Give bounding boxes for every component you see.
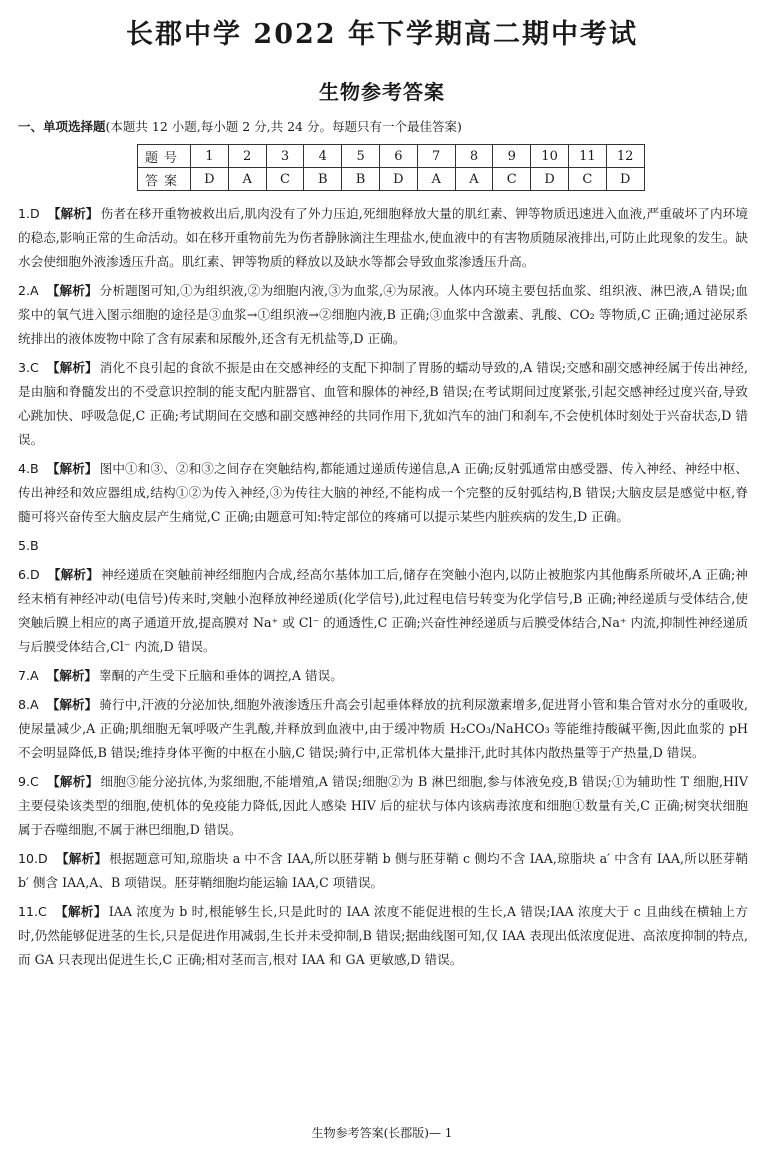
answer-cell: D [606,168,644,191]
explanation-item [18,279,748,351]
item-text: 消化不良引起的食欲不振是由在交感神经的支配下抑制了胃肠的蠕动导致的,A 错误;交感和副交感神经属于传出神经,是由脑和脊髓发出的不受意识控制的能支配内脏器官、血管和腺体的神经,B 错误;在考试期间过度紧张,引起交感神经过度兴奋,导致心跳加快、呼吸急促,C 正确;考试期间在交感和副交感神经的共同作用下,犹如汽车的油门和刹车,不会使机体时刻处于兴奋状态,D 错误。 [18,360,748,447]
explanation-item [18,563,748,659]
answer-cell: C [493,168,531,191]
answer-row [138,168,645,191]
answer-header: 答案 [138,168,191,191]
question-number: 5 [342,145,380,168]
analysis-tag: 【解析】 [46,283,98,298]
answer-cell: D [191,168,229,191]
item-number: 5.B [18,538,39,553]
item-text: 睾酮的产生受下丘脑和垂体的调控,A 错误。 [99,668,343,683]
page-footer: 生物参考答案(长郡版)— 1 [311,1126,453,1140]
item-number: 7.A [18,668,39,683]
question-number: 3 [266,145,304,168]
explanation-item [18,770,748,842]
analysis-tag: 【解析】 [46,360,98,375]
item-number: 8.A [18,697,39,712]
item-text: 细胞③能分泌抗体,为浆细胞,不能增殖,A 错误;细胞②为 B 淋巴细胞,参与体液免疫,B 错误;①为辅助性 T 细胞,HIV 主要侵染该类型的细胞,使机体的免疫能力降低,因此人感染 HIV 后的症状与体内该病毒浓度和细胞①数量有关,C 正确;树突状细胞属于吞噬细胞,不属于淋巴细胞,D 错误。 [18,774,748,837]
item-number: 9.C [18,774,39,789]
analysis-tag: 【解析】 [46,697,98,712]
item-text: 图中①和③、②和③之间存在突触结构,都能通过递质传递信息,A 正确;反射弧通常由感受器、传入神经、神经中枢、传出神经和效应器组成,结构①②为传入神经,③为传往大脑的神经,不能构成一个完整的反射弧结构,B 错误;大脑皮层是感觉中枢,脊髓可将兴奋传至大脑皮层产生痛觉,C 正确;由题意可知:特定部位的疼痛可以提示某些内脏疾病的发生,D 正确。 [18,461,748,524]
item-number: 6.D [18,567,40,582]
item-text: IAA 浓度为 b 时,根能够生长,只是此时的 IAA 浓度不能促进根的生长,A 错误;IAA 浓度大于 c 且曲线在横轴上方时,仍然能够促进茎的生长,只是促进作用减弱,生长并未受抑制,B 错误;据曲线图可知,仅 IAA 表现出低浓度促进、高浓度抑制的特点,而 GA 只表现出促进生长,C 正确;相对茎而言,根对 IAA 和 GA 更敏感,D 错误。 [18,904,749,967]
explanation-item [18,534,748,558]
explanation-item [18,457,748,529]
answer-cell: B [342,168,380,191]
item-number: 1.D [18,206,40,221]
question-number: 6 [379,145,417,168]
question-number: 10 [531,145,569,168]
item-number: 2.A [18,283,39,298]
question-number-header: 题号 [138,145,191,168]
analysis-tag: 【解析】 [54,904,107,919]
answer-table [137,144,645,191]
explanation-item [18,664,748,688]
question-number: 9 [493,145,531,168]
question-number: 4 [304,145,342,168]
answer-cell: A [228,168,266,191]
answer-cell: A [417,168,455,191]
item-number: 4.B [18,461,39,476]
question-number: 7 [417,145,455,168]
answer-cell: D [379,168,417,191]
item-text: 根据题意可知,琼脂块 a 中不含 IAA,所以胚芽鞘 b 侧与胚芽鞘 c 侧均不含 IAA,琼脂块 a′ 中含有 IAA,所以胚芽鞘 b′ 侧含 IAA,A、B 项错误。胚芽鞘细胞均能运输 IAA,C 项错误。 [18,851,748,890]
explanation-item [18,693,748,765]
explanation-item [18,900,748,972]
page-subtitle: 生物参考答案 [319,80,445,104]
page-title: 长郡中学 2022 年下学期高二期中考试 [126,19,638,50]
question-number: 1 [191,145,229,168]
analysis-tag: 【解析】 [47,206,99,221]
question-number: 12 [606,145,644,168]
analysis-tag: 【解析】 [55,851,108,866]
analysis-tag: 【解析】 [46,461,98,476]
explanation-item [18,847,748,895]
item-text: 伤者在移开重物被救出后,肌肉没有了外力压迫,死细胞释放大量的肌红素、钾等物质迅速进入血液,严重破坏了内环境的稳态,影响正常的生命活动。如在移开重物前先为伤者静脉滴注生理盐水,使血液中的有害物质随尿液排出,可防止此现象的发生。缺水会使细胞外液渗透压升高。肌红素、钾等物质的释放以及缺水等都会导致血浆渗透压升高。 [18,206,748,269]
analysis-tag: 【解析】 [47,567,99,582]
question-number: 2 [228,145,266,168]
answer-cell: C [568,168,606,191]
explanation-item [18,202,748,274]
item-text: 分析题图可知,①为组织液,②为细胞内液,③为血浆,④为尿液。人体内环境主要包括血浆、组织液、淋巴液,A 错误;血浆中的氧气进入图示细胞的途径是③血浆→①组织液→②细胞内液,B 正确;③血浆中含激素、乳酸、CO₂ 等物质,C 正确;通过泌尿系统排出的液体废物中除了含有尿素和尿酸外,还含有无机盐等,D 正确。 [18,283,749,346]
item-text: 神经递质在突触前神经细胞内合成,经高尔基体加工后,储存在突触小泡内,以防止被胞浆内其他酶系所破坏,A 正确;神经末梢有神经冲动(电信号)传来时,突触小泡释放神经递质(化学信号),此过程电信号转变为化学信号,B 正确;神经递质与受体结合,使突触后膜上相应的离子通道开放,提高膜对 Na⁺ 或 Cl⁻ 的通透性,C 正确;兴奋性神经递质与后膜受体结合,Na⁺ 内流,抑制性神经递质与后膜受体结合,Cl⁻ 内流,D 错误。 [18,567,749,654]
question-number: 8 [455,145,493,168]
question-number-row [138,145,645,168]
answer-cell: C [266,168,304,191]
item-text: 骑行中,汗液的分泌加快,细胞外液渗透压升高会引起垂体释放的抗利尿激素增多,促进肾小管和集合管对水分的重吸收,使尿量减少,A 正确;肌细胞无氧呼吸产生乳酸,并释放到血液中,由于缓冲物质 H₂CO₃/NaHCO₃ 等能维持酸碱平衡,因此血浆的 pH 不会明显降低,B 错误;维持身体平衡的中枢在小脑,C 错误;骑行中,正常机体大量排汗,此时其体内散热量等于产热量,D 错误。 [18,697,749,760]
explanation-list [18,202,748,977]
section-note: (本题共 12 小题,每小题 2 分,共 24 分。每题只有一个最佳答案) [105,119,462,134]
answer-cell: A [455,168,493,191]
item-number: 3.C [18,360,39,375]
answer-cell: B [304,168,342,191]
analysis-tag: 【解析】 [46,774,99,789]
section-heading [18,117,462,135]
answer-cell: D [531,168,569,191]
item-number: 11.C [18,904,47,919]
explanation-item [18,356,748,452]
question-number: 11 [568,145,606,168]
analysis-tag: 【解析】 [46,668,98,683]
item-number: 10.D [18,851,48,866]
section-title: 一、单项选择题 [18,119,106,134]
